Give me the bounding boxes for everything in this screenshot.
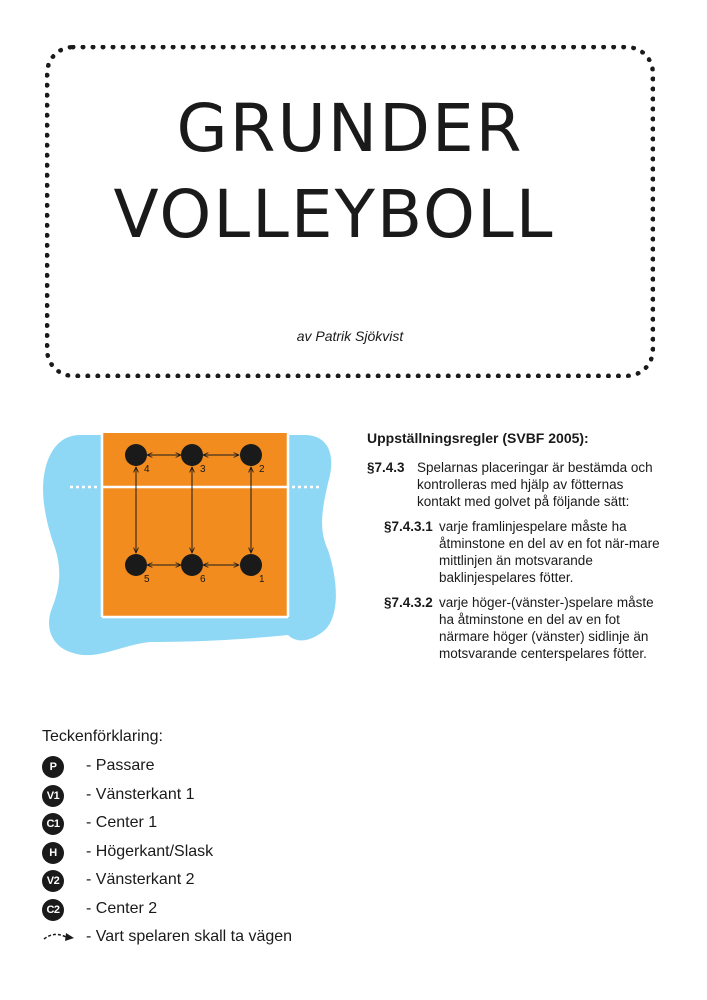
legend-item-hogerkant <box>42 842 214 871</box>
legend-item-vansterkant-2 <box>42 870 195 899</box>
center-2-icon: C2 <box>42 899 64 921</box>
legend-label: - Vänsterkant 2 <box>86 871 195 888</box>
rule-text: varje höger-(vänster-)spelare måste ha åtminstone en del av en fot närmare höger (vänster) sidlinje än motsvarande centerspelares fötter. <box>439 595 654 661</box>
player-back-center <box>181 554 203 576</box>
rule-text: varje framlinjespelare måste ha åtminstone en del av en fot när-mare mittlinjen än motsvarande baklinjespelares fötter. <box>439 519 660 585</box>
player-front-center <box>181 444 203 466</box>
legend-item-path <box>42 927 293 956</box>
position-label-5: 5 <box>144 574 150 585</box>
vansterkant-2-icon: V2 <box>42 870 64 892</box>
rule-number: §7.4.3.1 <box>384 519 433 534</box>
rules-title: Uppställningsregler (SVBF 2005): <box>367 430 589 446</box>
legend-label: - Center 2 <box>86 899 158 917</box>
title-box <box>45 45 655 378</box>
dashed-arrow-icon <box>42 929 78 943</box>
legend-title: Teckenförklaring: <box>42 728 163 745</box>
rule-text: Spelarnas placeringar är bestämda och kontrolleras med hjälp av fötternas kontakt med golvet på följande sätt: <box>417 460 653 509</box>
rule-number: §7.4.3.2 <box>384 595 433 610</box>
legend-label: - Center 1 <box>86 814 158 831</box>
legend-item-vansterkant-1 <box>42 785 195 814</box>
legend-label: - Högerkant/Slask <box>86 842 214 860</box>
rule-7-4-3-1 <box>367 518 667 586</box>
legend-label: - Passare <box>86 757 155 774</box>
rule-7-4-3-2 <box>367 594 667 662</box>
rules-section <box>367 430 667 670</box>
position-label-3: 3 <box>200 464 206 475</box>
player-back-left <box>125 554 147 576</box>
position-label-4: 4 <box>144 464 150 475</box>
legend <box>42 728 293 956</box>
vansterkant-1-icon: V1 <box>42 785 64 807</box>
legend-label: - Vänsterkant 1 <box>86 785 195 803</box>
legend-label: - Vart spelaren skall ta vägen <box>86 928 293 945</box>
player-front-left <box>125 444 147 466</box>
center-1-icon: C1 <box>42 813 64 835</box>
player-front-right <box>240 444 262 466</box>
author: av Patrik Sjökvist <box>296 328 404 344</box>
legend-item-passare <box>42 756 163 785</box>
legend-item-center-2 <box>42 899 163 928</box>
title-line-1: GRUNDER <box>176 90 524 167</box>
title-line-2: VOLLEYBOLL <box>113 176 555 253</box>
passare-icon: P <box>42 756 64 778</box>
hogerkant-icon: H <box>42 842 64 864</box>
rule-number: §7.4.3 <box>367 460 405 475</box>
court-diagram <box>40 430 340 660</box>
position-label-6: 6 <box>200 574 206 585</box>
player-back-right <box>240 554 262 576</box>
rule-7-4-3 <box>367 459 667 510</box>
position-label-2: 2 <box>259 464 265 475</box>
legend-item-center-1 <box>42 813 163 842</box>
position-label-1: 1 <box>259 574 265 585</box>
